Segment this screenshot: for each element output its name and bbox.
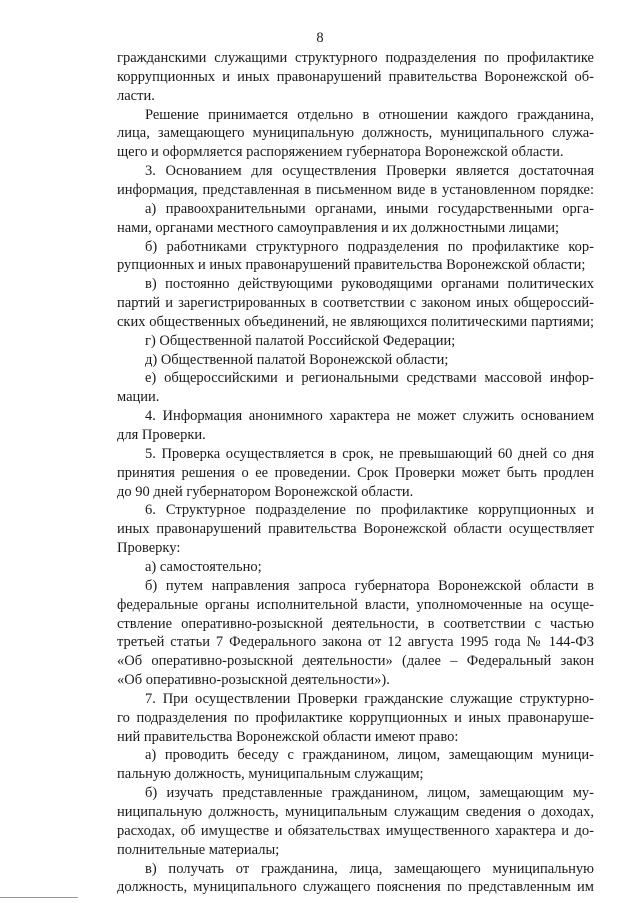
text-line: мации. bbox=[117, 389, 160, 406]
page-number: 8 bbox=[316, 30, 324, 46]
text-line: 6. Структурное подразделение по профилактике коррупционных и bbox=[145, 502, 594, 519]
text-line: д) Общественной палатой Воронежской области; bbox=[145, 351, 449, 368]
text-line: а) правоохранительными органами, иными государственными орга- bbox=[145, 200, 594, 217]
text-line: Решение принимается отдельно в отношении каждого гражданина, bbox=[145, 106, 594, 123]
text-line: б) изучать представленные гражданином, лицом, замещающим му- bbox=[145, 785, 594, 802]
text-line: ниципальную должность, муниципальным служащим сведения о доходах, bbox=[117, 804, 594, 820]
text-line: федеральные органы исполнительной власти, уполномоченные на осуще- bbox=[117, 596, 594, 613]
text-line: 4. Информация анонимного характера не может служить основанием bbox=[145, 408, 594, 425]
text-line: должность, муниципального служащего пояснения по представленным им bbox=[117, 879, 594, 896]
text-line: го подразделения по профилактике коррупционных и иных правонаруше- bbox=[117, 709, 594, 726]
text-line: рупционных и иных правонарушений правительства Воронежской области; bbox=[117, 257, 586, 274]
text-line: гражданскими служащими структурного подразделения по профилактике bbox=[117, 50, 594, 66]
text-line: до 90 дней губернатором Воронежской области. bbox=[117, 483, 414, 500]
text-line: 3. Основанием для осуществления Проверки является достаточная bbox=[145, 163, 594, 180]
text-line: е) общероссийскими и региональными средствами массовой инфор- bbox=[145, 370, 594, 387]
text-line: ствление оперативно-розыскной деятельности, в соответствии с частью bbox=[117, 615, 594, 632]
text-line: коррупционных и иных правонарушений правительства Воронежской об- bbox=[117, 68, 594, 85]
text-line: информация, представленная в письменном виде в установленном порядке: bbox=[117, 181, 594, 198]
text-line: ских общественных объединений, не являющихся политическими партиями; bbox=[117, 313, 594, 330]
text-line: ний правительства Воронежской области имеют право: bbox=[117, 728, 459, 745]
text-line: 7. При осуществлении Проверки гражданские служащие структурно- bbox=[145, 690, 594, 707]
text-line: Проверку: bbox=[117, 540, 181, 557]
text-line: иных правонарушений правительства Воронежской области осуществляет bbox=[117, 521, 594, 538]
text-line: ласти. bbox=[117, 87, 155, 104]
text-line: полнительные материалы; bbox=[117, 841, 280, 858]
text-line: «Об оперативно-розыскной деятельности»). bbox=[117, 672, 390, 689]
footnote-divider bbox=[0, 897, 78, 898]
text-line: в) постоянно действующими руководящими органами политических bbox=[145, 276, 594, 293]
text-line: партий и зарегистрированных в соответствии с законом иных общероссий- bbox=[117, 295, 594, 312]
text-line: принятия решения о ее проведении. Срок Проверки может быть продлен bbox=[117, 464, 594, 481]
text-line: б) путем направления запроса губернатора Воронежской области в bbox=[145, 577, 594, 594]
text-line: расходах, об имуществе и обязательствах имущественного характера и до- bbox=[117, 822, 594, 839]
text-line: в) получать от гражданина, лица, замещающего муниципальную bbox=[145, 860, 594, 877]
text-line: а) проводить беседу с гражданином, лицом, замещающим муници- bbox=[145, 747, 594, 764]
text-line: а) самостоятельно; bbox=[145, 558, 262, 575]
text-line: пальную должность, муниципальным служащим; bbox=[117, 766, 424, 783]
text-line: б) работниками структурного подразделения по профилактике кор- bbox=[145, 238, 594, 255]
text-line: щего и оформляется распоряжением губернатора Воронежской области. bbox=[117, 144, 564, 161]
text-line: нами, органами местного самоуправления и их должностными лицами; bbox=[117, 219, 560, 236]
text-line: 5. Проверка осуществляется в срок, не превышающий 60 дней со дня bbox=[145, 445, 594, 462]
text-line: г) Общественной палатой Российской Федерации; bbox=[145, 332, 456, 349]
text-line: для Проверки. bbox=[117, 427, 206, 443]
text-line: «Об оперативно-розыскной деятельности» (далее – Федеральный закон bbox=[117, 653, 594, 670]
text-line: лица, замещающего муниципальную должность, муниципального служа- bbox=[117, 125, 594, 142]
text-line: третьей статьи 7 Федерального закона от 12 августа 1995 года № 144-ФЗ bbox=[117, 634, 594, 651]
